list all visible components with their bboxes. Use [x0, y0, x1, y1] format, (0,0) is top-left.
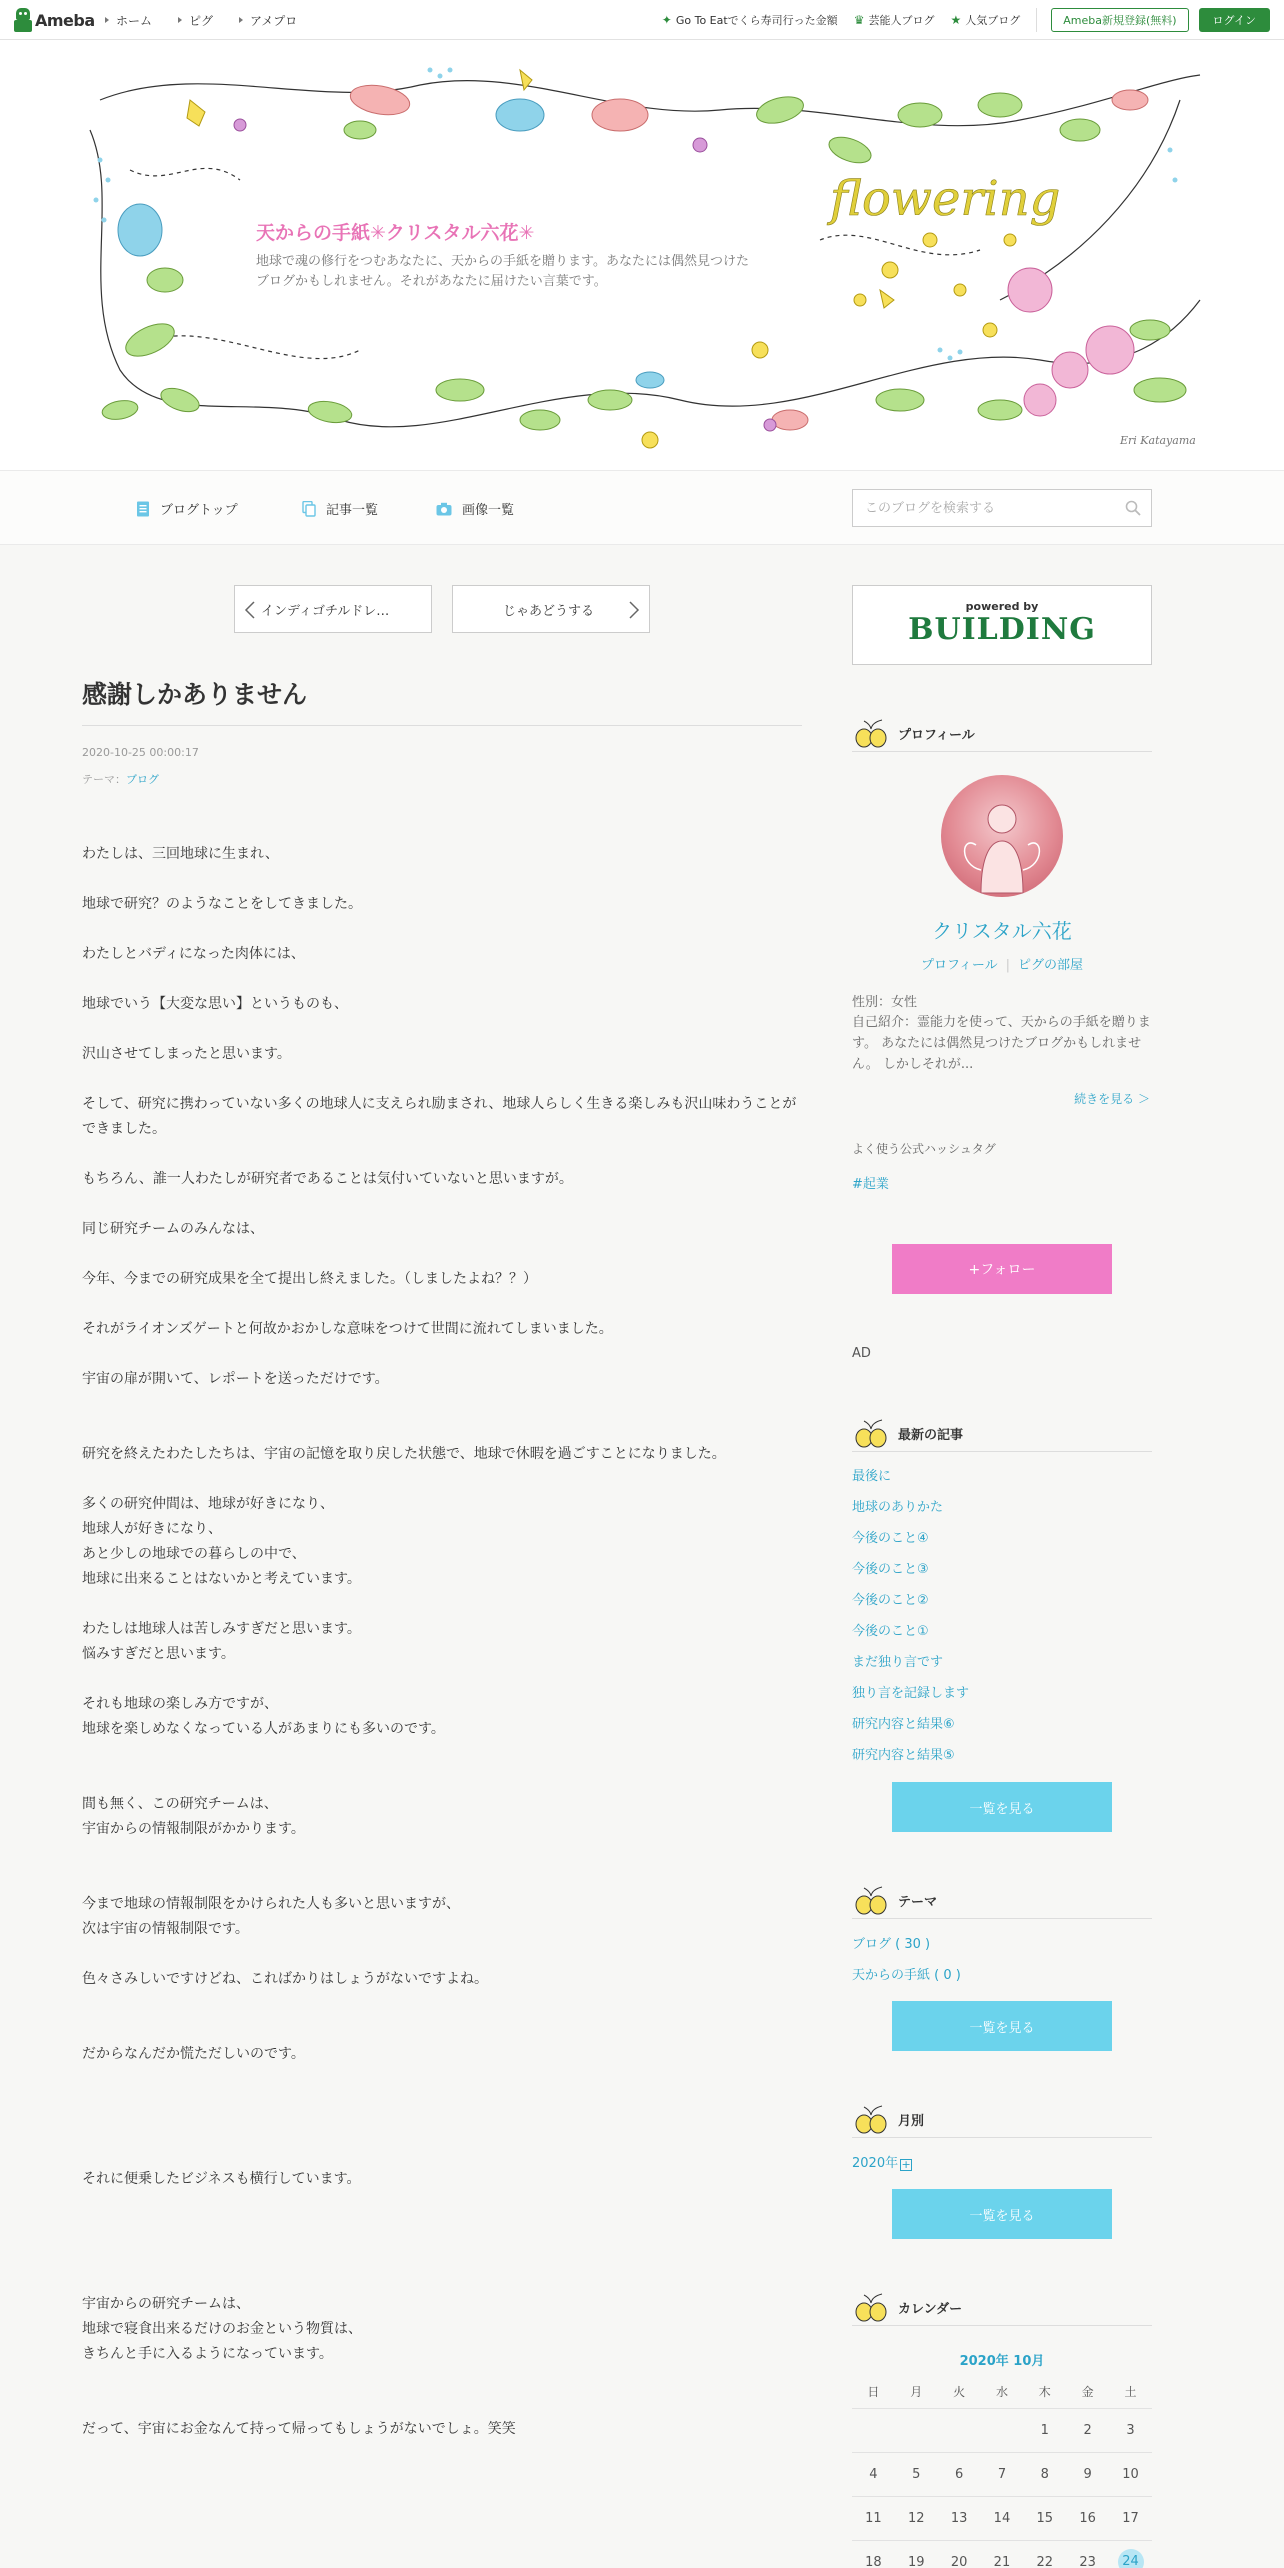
blog-title[interactable]: 天からの手紙✳︎クリスタル六花✳︎ [256, 222, 535, 244]
hashtag-link[interactable]: #起業 [852, 1177, 889, 1192]
profile-link[interactable]: プロフィール [920, 958, 998, 973]
star-icon: ★ [950, 13, 962, 27]
calendar-day: 1 [1023, 2408, 1066, 2452]
recent-see-all-button[interactable]: 一覧を見る [892, 1782, 1112, 1832]
article-body [82, 842, 802, 2442]
paragraph: 色々さみしいですけどね、こればかりはしょうがないですよね。 [82, 1971, 488, 1987]
calendar-day: 13 [938, 2496, 981, 2540]
monthly-heading: 月別 [852, 2102, 1152, 2138]
building-ad-banner[interactable]: powered by BUILDING [852, 585, 1152, 665]
calendar-day: 8 [1023, 2452, 1066, 2496]
paragraph: 間も無く、この研究チームは、 宇宙からの情報制限がかかります。 [82, 1796, 305, 1837]
celebrity-blog-link[interactable]: ♛ 芸能人ブログ [853, 13, 935, 27]
theme-see-all-button[interactable]: 一覧を見る [892, 2001, 1112, 2051]
entry-list-link[interactable]: 記事一覧 [302, 471, 378, 546]
calendar-day: 4 [852, 2452, 895, 2496]
copy-icon [302, 501, 316, 517]
calendar-day [852, 2408, 895, 2452]
hashtag-label: よく使う公式ハッシュタグ [852, 1142, 996, 1156]
blog-search-input[interactable] [853, 490, 1113, 526]
blog-header [0, 40, 1284, 470]
calendar-day [895, 2408, 938, 2452]
article-theme: テーマ：ブログ [82, 773, 159, 786]
nav-pig[interactable]: ピグ [178, 12, 213, 29]
recent-entry-link[interactable]: 最後に [852, 1469, 892, 1484]
calendar-day: 23 [1066, 2540, 1109, 2568]
paragraph: 同じ研究チームのみんなは、 [82, 1221, 264, 1237]
weekday-label: 月 [895, 2375, 938, 2408]
calendar-day: 22 [1023, 2540, 1066, 2568]
calendar-day: 12 [895, 2496, 938, 2540]
calendar-day: 5 [895, 2452, 938, 2496]
calendar-day: 14 [981, 2496, 1024, 2540]
paragraph: 宇宙からの研究チームは、 地球で寝食出来るだけのお金という物質は、 きちんと手に入るようになっています。 [82, 2296, 362, 2362]
theme-heading: テーマ [852, 1883, 1152, 1919]
paragraph: 沢山させてしまったと思います。 [82, 1046, 291, 1062]
recent-entry-link[interactable]: まだ独り言です [852, 1655, 944, 1670]
monthly-list [852, 2148, 1152, 2179]
calendar-day: 11 [852, 2496, 895, 2540]
crown-icon: ♛ [853, 13, 865, 27]
register-button[interactable]: Ameba新規登録(無料) [1051, 8, 1188, 32]
recent-entry-link[interactable]: 今後のこと② [852, 1593, 929, 1608]
global-nav [105, 0, 323, 40]
calendar-day [981, 2408, 1024, 2452]
recent-entry-link[interactable]: 今後のこと③ [852, 1562, 929, 1577]
calendar-day: 2 [1066, 2408, 1109, 2452]
logo-text: Ameba [35, 10, 95, 30]
paragraph: 宇宙の扉が開いて、レポートを送っただけです。 [82, 1371, 389, 1387]
profile-avatar[interactable] [941, 775, 1063, 897]
calendar-day: 6 [938, 2452, 981, 2496]
recent-entries-heading: 最新の記事 [852, 1416, 1152, 1452]
theme-list [852, 1929, 1152, 1991]
calendar-day-today[interactable]: 24 [1109, 2540, 1152, 2568]
recent-entry-link[interactable]: 研究内容と結果⑤ [852, 1748, 955, 1763]
blog-nav [0, 470, 1284, 545]
building-logo: BUILDING [908, 612, 1096, 647]
blog-description: 地球で魂の修行をつむあなたに、天からの手紙を贈ります。あなたには偶然見つけたブログかもしれません。それがあなたに届けたい言葉です。 [256, 254, 749, 289]
weekday-label: 日 [852, 2375, 895, 2408]
camera-icon [436, 502, 452, 516]
monthly-see-all-button[interactable]: 一覧を見る [892, 2189, 1112, 2239]
calendar-day: 19 [895, 2540, 938, 2568]
prev-entry-button[interactable]: インディゴチルドレ… [234, 585, 432, 633]
recent-entry-link[interactable]: 地球のありかた [852, 1500, 944, 1515]
popular-blog-link[interactable]: ★ 人気ブログ [950, 13, 1021, 27]
paragraph: 研究を終えたわたしたちは、宇宙の記憶を取り戻した状態で、地球で休暇を過ごすことになりました。 [82, 1446, 726, 1462]
triangle-right-icon [105, 17, 109, 23]
recent-entry-link[interactable]: 独り言を記録します [852, 1686, 970, 1701]
blog-search-box [852, 489, 1152, 527]
calendar-table [852, 2375, 1152, 2568]
nav-home[interactable]: ホーム [105, 12, 152, 29]
butterfly-icon [852, 2104, 892, 2136]
follow-button[interactable]: +フォロー [892, 1244, 1112, 1294]
title-divider [82, 725, 802, 726]
calendar-day: 16 [1066, 2496, 1109, 2540]
chevron-right-icon [627, 600, 641, 620]
paragraph: そして、研究に携わっていない多くの地球人に支えられ励まされ、地球人らしく生きる楽しみも沢山味わうことができました。 [82, 1096, 797, 1137]
recent-entries-list [852, 1461, 1152, 1771]
calendar-week [852, 2452, 1152, 2496]
profile-name[interactable]: クリスタル六花 [932, 919, 1072, 943]
paragraph: 地球でいう【大変な思い】というものも、 [82, 996, 348, 1012]
calendar-day: 10 [1109, 2452, 1152, 2496]
profile-intro: 自己紹介：霊能力を使って、天からの手紙を贈ります。 あなたには偶然見つけたブログかもしれません。 しかしそれが... [852, 1015, 1151, 1072]
paragraph: 多くの研究仲間は、地球が好きになり、 地球人が好きになり、 あと少しの地球での暮らしの中で、 地球に出来ることはないかと考えています。 [82, 1496, 361, 1587]
paragraph: それも地球の楽しみ方ですが、 地球を楽しめなくなっている人があまりにも多いのです。 [82, 1696, 445, 1737]
weekday-row [852, 2375, 1152, 2408]
article-title[interactable]: 感謝しかありません [82, 680, 308, 709]
trend-link-goto-eat[interactable]: ✦ Go To Eatでくら寿司行った金額 [661, 13, 838, 27]
paragraph: わたしとバディになった肉体には、 [82, 946, 305, 962]
butterfly-icon [852, 1885, 892, 1917]
topbar-right [646, 0, 1270, 40]
ameba-logo[interactable] [14, 8, 95, 32]
ameba-topbar [0, 0, 1284, 40]
illustrator-signature: Eri Katayama [1120, 434, 1196, 447]
month-link[interactable]: 2020年 + [852, 2156, 911, 2171]
chevron-left-icon [243, 600, 257, 620]
calendar-day: 17 [1109, 2496, 1152, 2540]
pig-room-link[interactable]: ピグの部屋 [1018, 958, 1084, 973]
calendar-day: 9 [1066, 2452, 1109, 2496]
calendar-week [852, 2408, 1152, 2452]
weekday-label: 土 [1109, 2375, 1152, 2408]
blog-top-link[interactable]: ブログトップ [136, 471, 238, 546]
butterfly-icon [852, 718, 892, 750]
calendar-day: 15 [1023, 2496, 1066, 2540]
recent-entry-link[interactable]: 研究内容と結果⑥ [852, 1717, 955, 1732]
image-list-link[interactable]: 画像一覧 [436, 471, 514, 546]
divider [1036, 8, 1037, 32]
weekday-label: 火 [938, 2375, 981, 2408]
profile-gender: 性別：女性 [852, 995, 918, 1010]
theme-link[interactable]: 天からの手紙 ( 0 ) [852, 1968, 961, 1983]
calendar-day: 21 [981, 2540, 1024, 2568]
flowering-lettering: flowering [830, 171, 1061, 227]
document-icon [136, 501, 150, 517]
triangle-right-icon [178, 17, 182, 23]
ameba-mascot-icon [14, 8, 32, 32]
recent-entry-link[interactable]: 今後のこと④ [852, 1531, 929, 1546]
calendar-day: 7 [981, 2452, 1024, 2496]
next-entry-button[interactable]: じゃあどうする [452, 585, 650, 633]
paragraph: 今年、今までの研究成果を全て提出し終えました。（しましたよね？？） [82, 1271, 537, 1287]
paragraph: だからなんだか慌ただしいのです。 [82, 2046, 305, 2062]
theme-link[interactable]: ブログ [126, 773, 159, 786]
calendar-week [852, 2496, 1152, 2540]
paragraph: わたしは地球人は苦しみすぎだと思います。 悩みすぎだと思います。 [82, 1621, 361, 1662]
paragraph: それに便乗したビジネスも横行しています。 [82, 2171, 361, 2187]
login-button[interactable]: ログイン [1199, 8, 1270, 32]
calendar-month-title: 2020年 10月 [959, 2354, 1045, 2369]
weekday-label: 水 [981, 2375, 1024, 2408]
butterfly-icon [852, 2292, 892, 2324]
paragraph: それがライオンズゲートと何故かおかしな意味をつけて世間に流れてしまいました。 [82, 1321, 613, 1337]
paragraph: 今まで地球の情報制限をかけられた人も多いと思いますが、 次は宇宙の情報制限です。 [82, 1896, 460, 1937]
recent-entry-link[interactable]: 今後のこと① [852, 1624, 929, 1639]
expand-plus-icon[interactable]: + [901, 2158, 911, 2171]
theme-link[interactable]: ブログ ( 30 ) [852, 1937, 931, 1952]
profile-heading: プロフィール [852, 716, 1152, 752]
weekday-label: 木 [1023, 2375, 1066, 2408]
read-more-link[interactable]: 続きを見る ＞ [1074, 1092, 1150, 1106]
paragraph: わたしは、三回地球に生まれ、 [82, 846, 279, 862]
calendar-day: 3 [1109, 2408, 1152, 2452]
weekday-label: 金 [1066, 2375, 1109, 2408]
calendar-day [938, 2408, 981, 2452]
paragraph: もちろん、誰一人わたしが研究者であることは気付いていないと思いますが。 [82, 1171, 573, 1187]
triangle-right-icon [239, 17, 243, 23]
leaf-icon: ✦ [661, 13, 672, 27]
paragraph: 地球で研究？のようなことをしてきました。 [82, 896, 362, 912]
butterfly-icon [852, 1418, 892, 1450]
calendar-heading: カレンダー [852, 2290, 1152, 2326]
calendar-day: 20 [938, 2540, 981, 2568]
paragraph: だって、宇宙にお金なんて持って帰ってもしょうがないでしょ。笑笑 [82, 2421, 516, 2437]
profile-links: プロフィール | ピグの部屋 [920, 958, 1084, 973]
search-icon[interactable] [1125, 500, 1141, 516]
calendar-day: 18 [852, 2540, 895, 2568]
nav-amepro[interactable]: アメプロ [239, 12, 297, 29]
calendar-week [852, 2540, 1152, 2568]
ad-label: AD [852, 1346, 871, 1361]
article-date: 2020-10-25 00:00:17 [82, 746, 199, 759]
